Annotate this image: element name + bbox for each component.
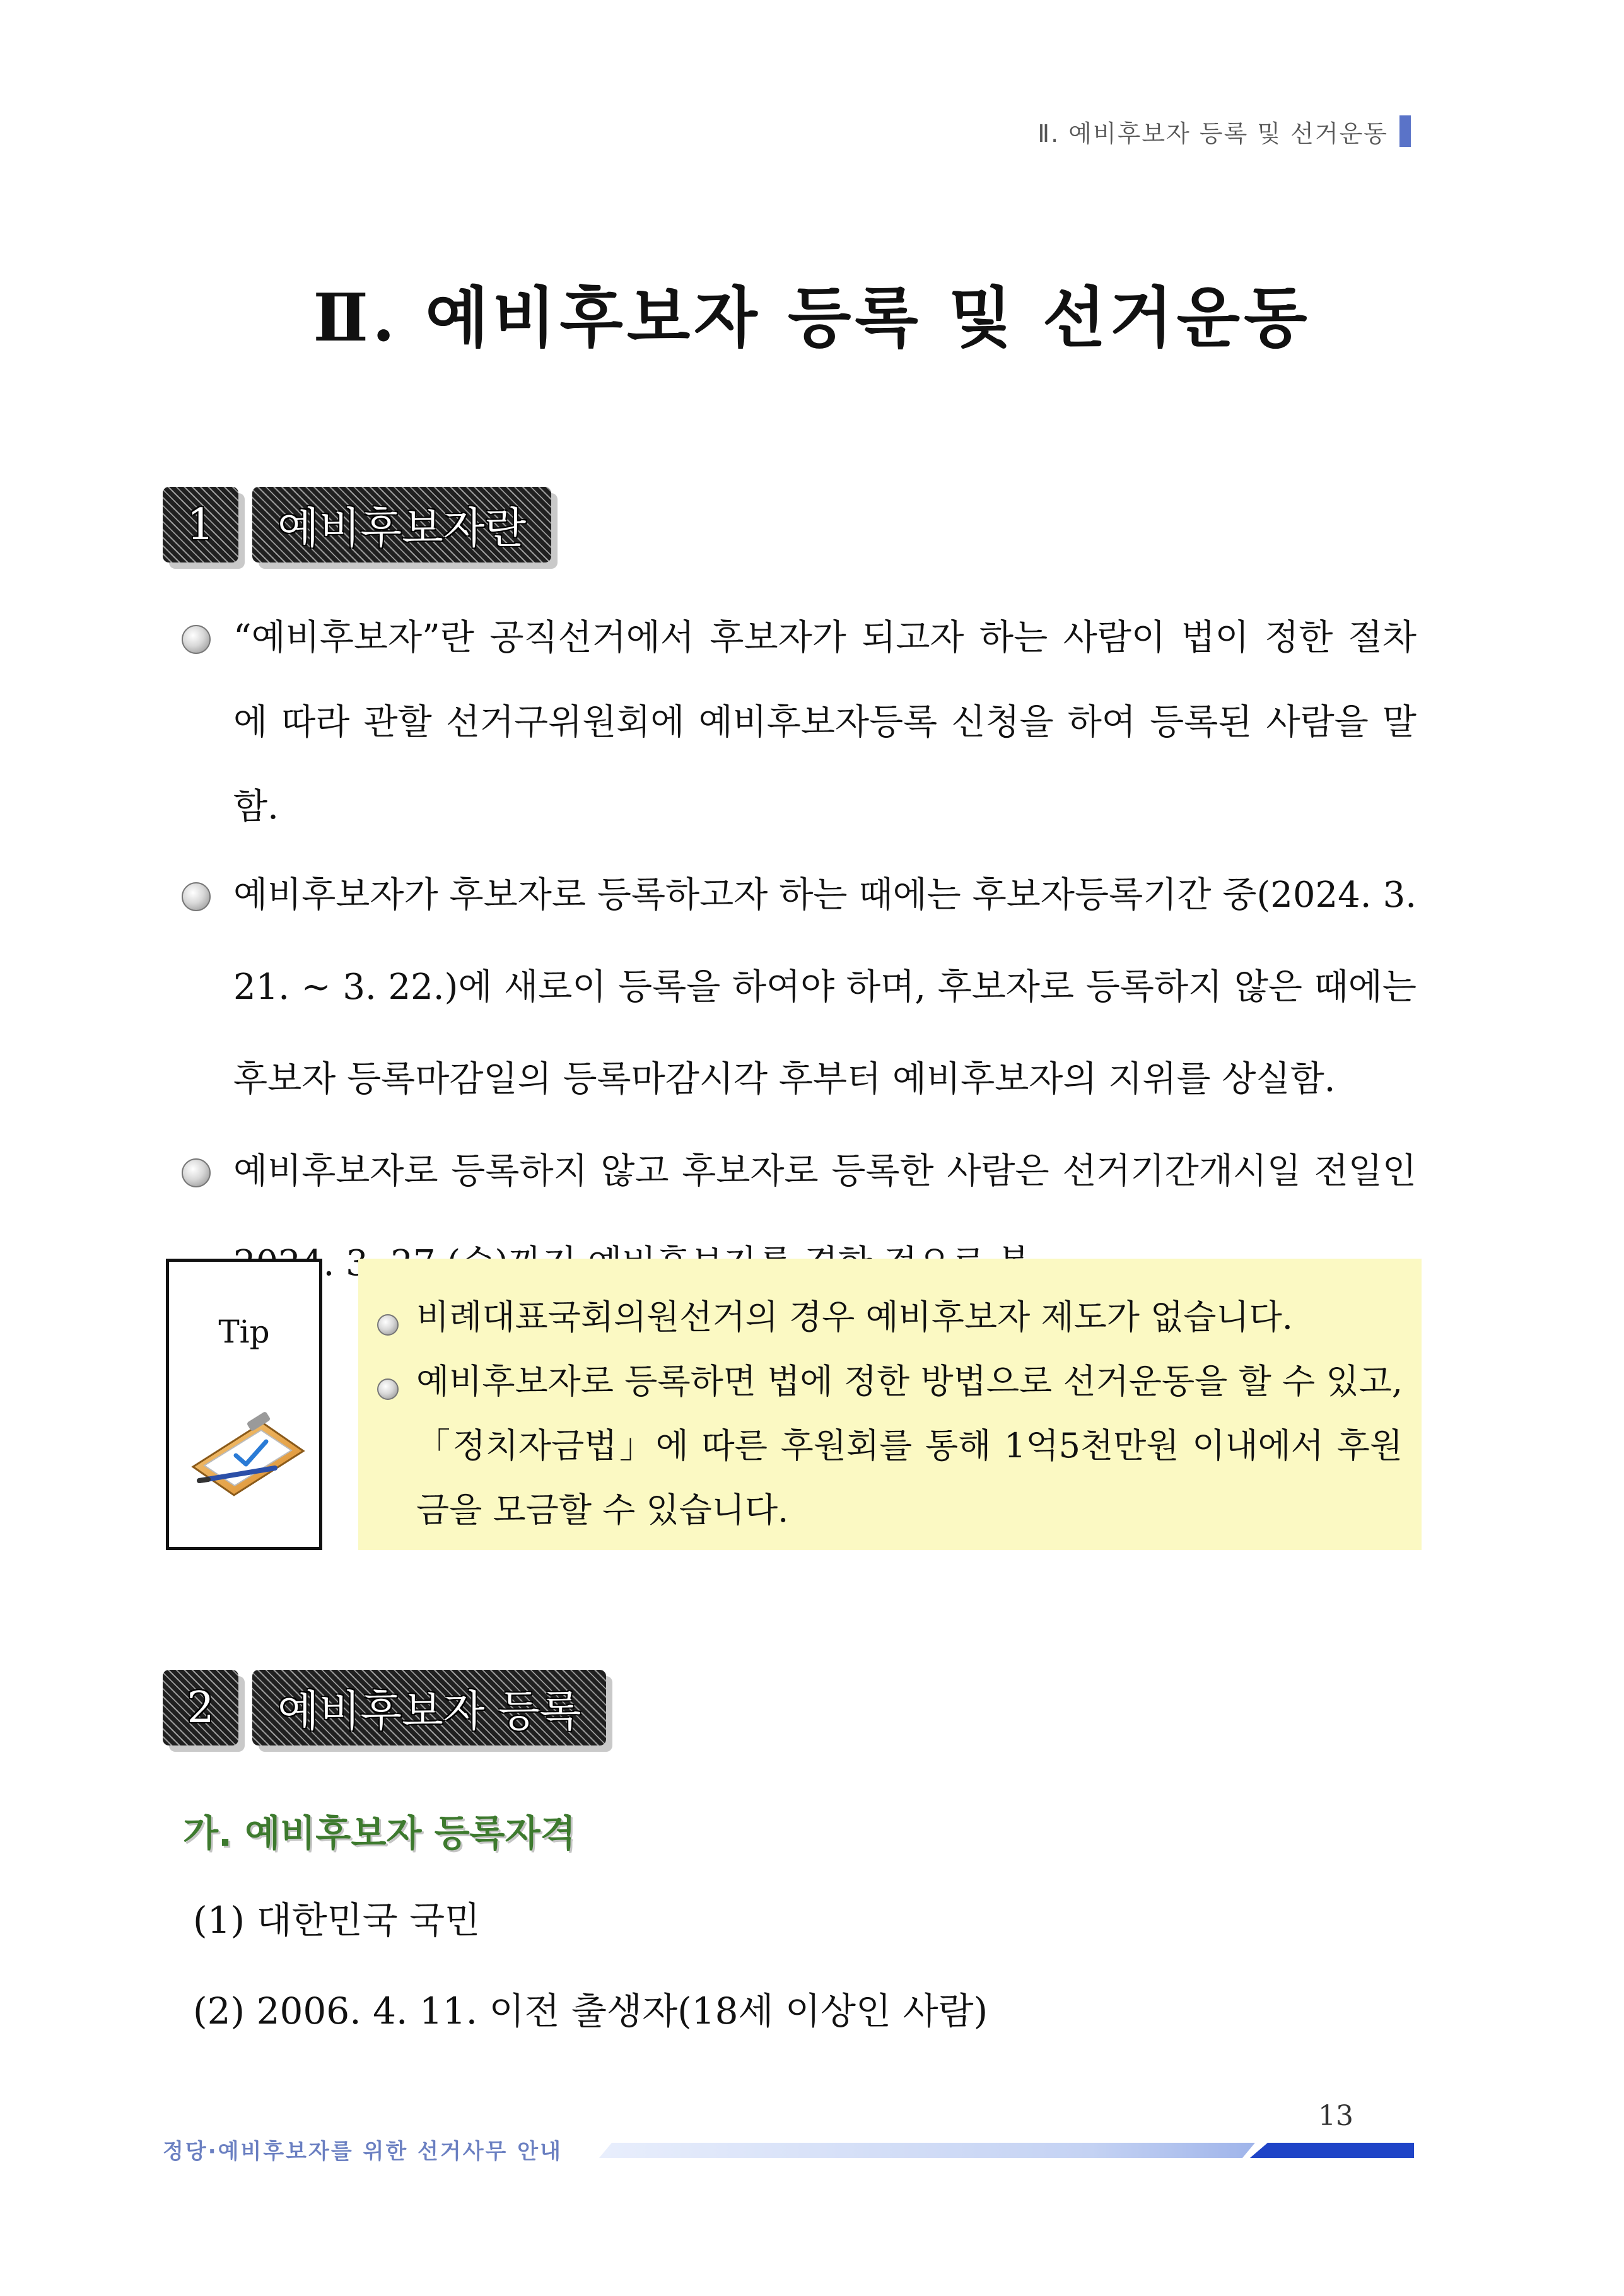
bullet-icon xyxy=(182,625,211,654)
qualification-item: (1) 대한민국 국민 xyxy=(193,1899,481,1942)
footer-text: 정당·예비후보자를 위한 선거사무 안내 xyxy=(163,2139,563,2164)
running-header xyxy=(1037,112,1411,150)
section-1-number: 1 xyxy=(163,487,238,562)
clipboard-check-icon xyxy=(187,1397,307,1498)
bullet-icon xyxy=(182,1158,211,1187)
tip-bullet-icon xyxy=(377,1378,399,1400)
page-title: Ⅱ. 예비후보자 등록 및 선거운동 xyxy=(313,279,1311,356)
section-2-number: 2 xyxy=(163,1670,238,1745)
tip-text: 비례대표국회의원선거의 경우 예비후보자 제도가 없습니다. xyxy=(416,1297,1293,1337)
bullet-text: 예비후보자가 후보자로 등록하고자 하는 때에는 후보자등록기간 중(2024. 3. 21. ~ 3. 22.)에 새로이 등록을 하여야 하며, 후보자로 등록하지 않은 때에는 후보자 등록마감일의 등록마감시각 후부터 예비후보자의 지위를 상실함. xyxy=(233,875,1417,1100)
bullet-icon xyxy=(182,882,211,911)
bullet-text: “예비후보자”란 공직선거에서 후보자가 되고자 하는 사람이 법이 정한 절차에 따라 관할 선거구위원회에 예비후보자등록 신청을 하여 등록된 사람을 말함. xyxy=(233,617,1417,827)
section-1-bullets xyxy=(177,596,1417,1310)
qualification-item: (2) 2006. 4. 11. 이전 출생자(18세 이상인 사람) xyxy=(193,1990,988,2032)
tip-content xyxy=(358,1259,1422,1550)
footer-bar xyxy=(599,2143,1414,2158)
tip-label: Tip xyxy=(218,1314,270,1350)
section-2-title: 예비후보자 등록 xyxy=(252,1670,606,1745)
tip-bullet-icon xyxy=(377,1314,399,1336)
sub-heading: 가. 예비후보자 등록자격 xyxy=(183,1812,576,1855)
bullet-item xyxy=(177,849,1417,1126)
tip-item xyxy=(377,1285,1403,1349)
page-number: 13 xyxy=(1318,2100,1353,2132)
running-header-bar xyxy=(1399,115,1411,147)
section-1-title: 예비후보자란 xyxy=(252,487,551,562)
tip-text: 예비후보자로 등록하면 법에 정한 방법으로 선거운동을 할 수 있고, 「정치자금법」에 따른 후원회를 통해 1억5천만원 이내에서 후원금을 모금할 수 있습니다. xyxy=(416,1361,1403,1530)
bullet-item xyxy=(177,596,1417,849)
tip-item xyxy=(377,1349,1403,1542)
section-2-heading xyxy=(163,1670,606,1745)
section-1-heading xyxy=(163,487,551,562)
bullet-text: 예비후보자로 등록하지 않고 후보자로 등록한 사람은 선거기간개시일 전일인 xyxy=(233,1151,1417,1192)
tip-box xyxy=(166,1259,322,1550)
running-header-text: Ⅱ. 예비후보자 등록 및 선거운동 xyxy=(1037,119,1388,148)
